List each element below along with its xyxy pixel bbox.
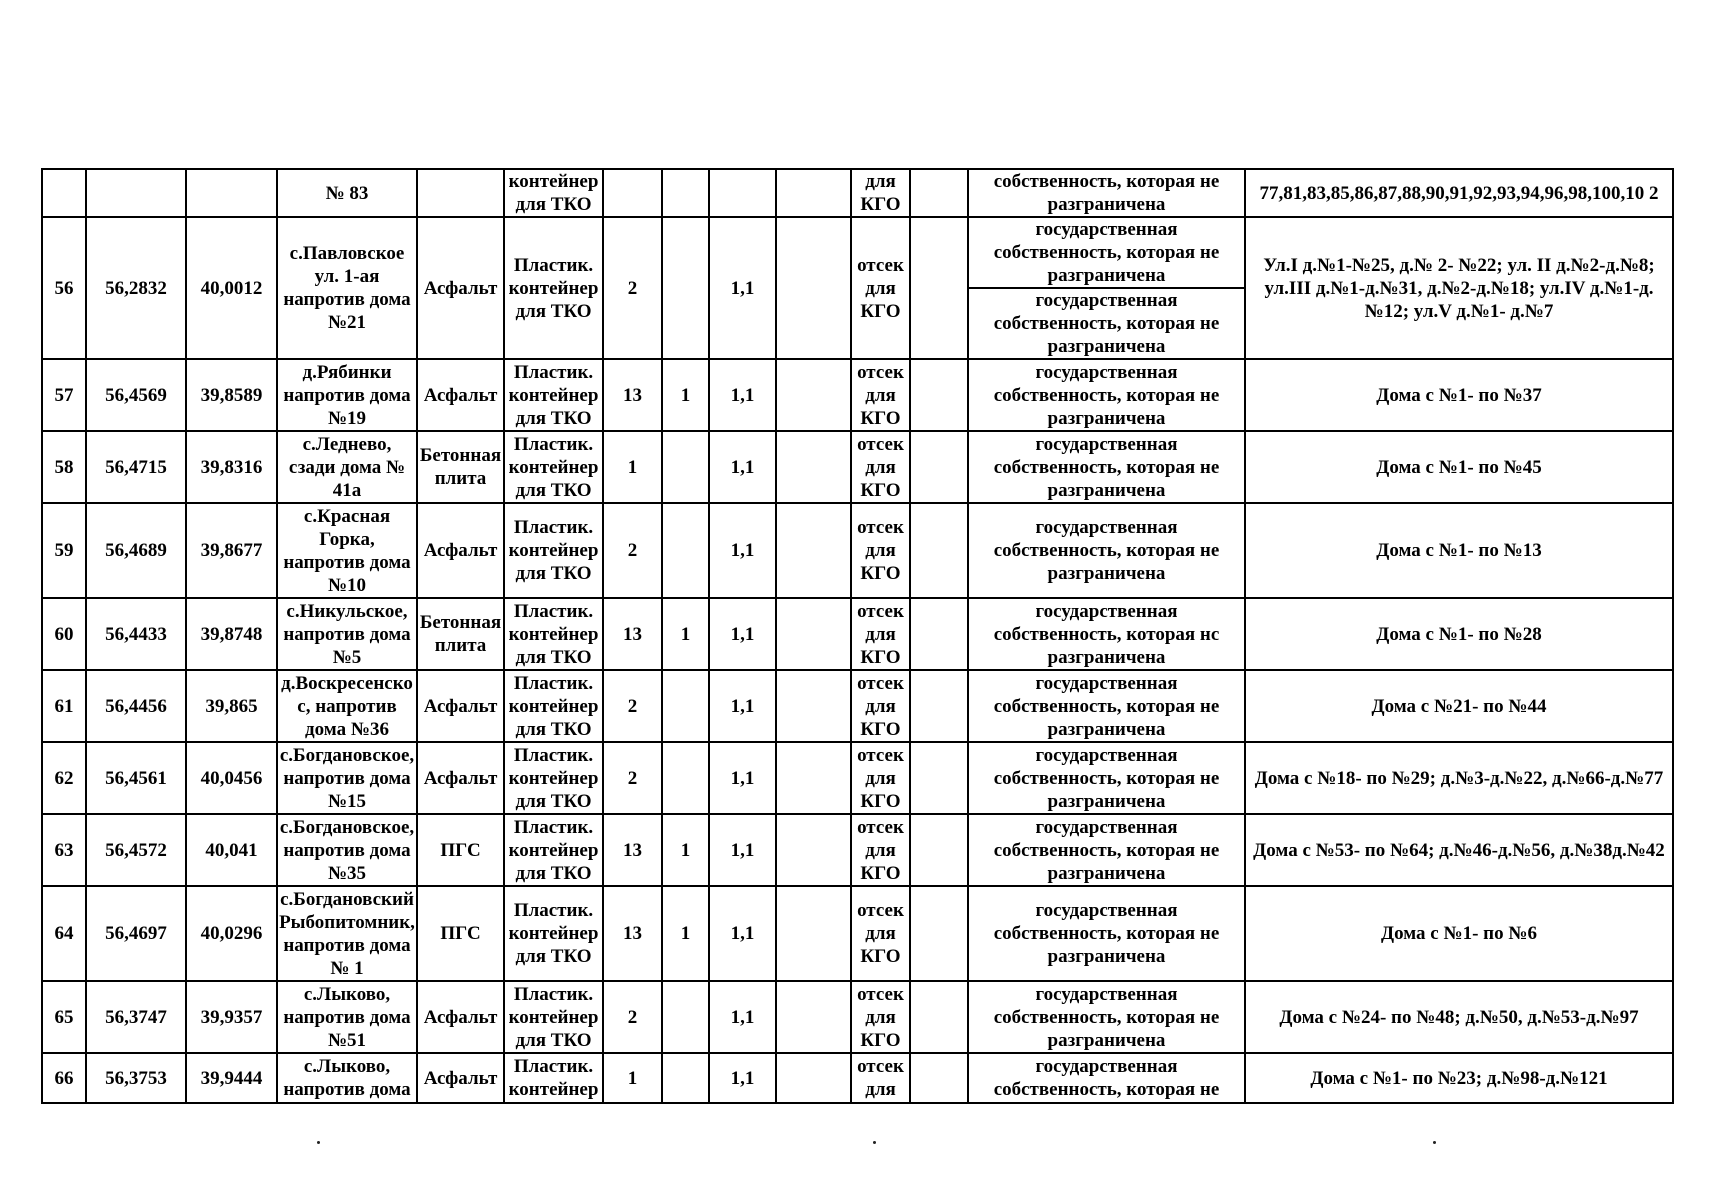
table-row [42,1053,1673,1103]
surface: Асфальт [417,359,504,431]
longitude: 39,9444 [186,1053,277,1103]
volume: 1,1 [709,431,776,503]
surface: ПГС [417,886,504,981]
surface: Асфальт [417,1053,504,1103]
empty-cell [776,670,851,742]
longitude: 40,0296 [186,886,277,981]
latitude: 56,4569 [86,359,186,431]
volume: 1,1 [709,359,776,431]
container-type: Пластик. контейнер [504,1053,603,1103]
container-type: контейнер для ТКО [504,169,603,217]
container-type: Пластик. контейнер для ТКО [504,217,603,359]
table-row [42,359,1673,431]
served-houses: Дома с №1- по №28 [1245,598,1673,670]
table-row [42,742,1673,814]
longitude: 39,8316 [186,431,277,503]
surface: Асфальт [417,981,504,1053]
empty-cell [910,431,968,503]
served-houses: Дома с №24- по №48; д.№50, д.№53-д.№97 [1245,981,1673,1053]
kgo-count: 1 [662,814,709,886]
container-count: 13 [603,886,662,981]
container-count: 2 [603,670,662,742]
kgo-count [662,1053,709,1103]
row-number: 57 [42,359,86,431]
container-count: 1 [603,431,662,503]
latitude: 56,4715 [86,431,186,503]
surface: Асфальт [417,670,504,742]
ownership: собственность, которая не разграничена [968,169,1245,217]
empty-cell [776,981,851,1053]
kgo-bay: для КГО [851,169,910,217]
container-count: 13 [603,598,662,670]
served-houses: Дома с №1- по №37 [1245,359,1673,431]
container-type: Пластик. контейнер для ТКО [504,981,603,1053]
location: д.Рябинки напротив дома №19 [277,359,417,431]
table-row [42,503,1673,598]
longitude: 40,041 [186,814,277,886]
volume: 1,1 [709,886,776,981]
surface: Бетонная плита [417,598,504,670]
container-type: Пластик. контейнер для ТКО [504,814,603,886]
table-row [42,886,1673,981]
served-houses: Дома с №21- по №44 [1245,670,1673,742]
ownership: государственная собственность, которая не разграничена [968,886,1245,981]
register-table [41,168,1674,1104]
kgo-bay: отсек для КГО [851,886,910,981]
ownership: государственная собственность, которая не разграничена [968,288,1245,359]
container-count: 2 [603,217,662,359]
kgo-bay: отсек для КГО [851,431,910,503]
empty-cell [776,217,851,359]
kgo-bay: отсек для КГО [851,981,910,1053]
container-count: 2 [603,981,662,1053]
table-row [42,814,1673,886]
container-type: Пластик. контейнер для ТКО [504,886,603,981]
container-count: 13 [603,814,662,886]
row-number: 62 [42,742,86,814]
kgo-count [662,742,709,814]
served-houses: Дома с №53- по №64; д.№46-д.№56, д.№38д.№42 [1245,814,1673,886]
volume: 1,1 [709,742,776,814]
container-type: Пластик. контейнер для ТКО [504,670,603,742]
volume: 1,1 [709,503,776,598]
served-houses: Дома с №1- по №13 [1245,503,1673,598]
location: с.Богдановское, напротив дома №35 [277,814,417,886]
kgo-count [662,981,709,1053]
empty-cell [776,359,851,431]
container-count: 2 [603,503,662,598]
container-type: Пластик. контейнер для ТКО [504,742,603,814]
location: с.Лыково, напротив дома [277,1053,417,1103]
latitude: 56,3753 [86,1053,186,1103]
empty-cell [910,1053,968,1103]
kgo-bay: отсек для КГО [851,217,910,359]
volume: 1,1 [709,670,776,742]
table-row [42,981,1673,1053]
latitude: 56,4561 [86,742,186,814]
kgo-bay: отсек для [851,1053,910,1103]
latitude: 56,2832 [86,217,186,359]
empty-cell [776,886,851,981]
kgo-count [662,670,709,742]
ownership: государственная собственность, которая не разграничена [968,742,1245,814]
ownership: государственная собственность, которая не разграничена [968,217,1245,288]
kgo-bay: отсек для КГО [851,814,910,886]
surface: Бетонная плита [417,431,504,503]
served-houses: Дома с №1- по №6 [1245,886,1673,981]
longitude: 39,9357 [186,981,277,1053]
table-row [42,670,1673,742]
empty-cell [910,814,968,886]
container-type: Пластик. контейнер для ТКО [504,503,603,598]
row-number: 59 [42,503,86,598]
empty-cell [910,503,968,598]
container-count: 2 [603,742,662,814]
ownership: государственная собственность, которая не разграничена [968,431,1245,503]
ownership: государственная собственность, которая нс разграничена [968,598,1245,670]
latitude: 56,4572 [86,814,186,886]
volume: 1,1 [709,598,776,670]
container-count [603,169,662,217]
container-type: Пластик. контейнер для ТКО [504,359,603,431]
ownership: государственная собственность, которая не разграничена [968,503,1245,598]
empty-cell [910,742,968,814]
longitude [186,169,277,217]
empty-cell [910,359,968,431]
margin-dot [1433,1141,1436,1144]
row-number: 56 [42,217,86,359]
empty-cell [776,742,851,814]
row-number: 66 [42,1053,86,1103]
volume [709,169,776,217]
location: с.Леднево, сзади дома № 41а [277,431,417,503]
location: № 83 [277,169,417,217]
location: с.Лыково, напротив дома №51 [277,981,417,1053]
surface: Асфальт [417,742,504,814]
kgo-count: 1 [662,359,709,431]
row-number: 61 [42,670,86,742]
longitude: 40,0456 [186,742,277,814]
ownership: государственная собственность, которая не разграничена [968,981,1245,1053]
surface: Асфальт [417,217,504,359]
kgo-count [662,169,709,217]
kgo-count [662,431,709,503]
ownership: государственная собственность, которая не разграничена [968,670,1245,742]
served-houses: Дома с №1- по №45 [1245,431,1673,503]
latitude [86,169,186,217]
location: с.Богдановский Рыбопитомник, напротив дома № 1 [277,886,417,981]
table-row [42,217,1673,288]
latitude: 56,4689 [86,503,186,598]
latitude: 56,4433 [86,598,186,670]
empty-cell [776,1053,851,1103]
row-number: 63 [42,814,86,886]
latitude: 56,3747 [86,981,186,1053]
surface: Асфальт [417,503,504,598]
empty-cell [776,503,851,598]
longitude: 39,8589 [186,359,277,431]
container-type: Пластик. контейнер для ТКО [504,431,603,503]
location: д.Воскресенско с, напротив дома №36 [277,670,417,742]
kgo-bay: отсек для КГО [851,503,910,598]
served-houses: Ул.I д.№1-№25, д.№ 2- №22; ул. II д.№2-д.№8; ул.III д.№1-д.№31, д.№2-д.№18; ул.IV д.№1-д.№12; ул.V д.№1- д.№7 [1245,217,1673,359]
location: с.Красная Горка, напротив дома №10 [277,503,417,598]
kgo-count [662,217,709,359]
volume: 1,1 [709,1053,776,1103]
surface [417,169,504,217]
kgo-bay: отсек для КГО [851,670,910,742]
kgo-bay: отсек для КГО [851,598,910,670]
row-number [42,169,86,217]
ownership: государственная собственность, которая не [968,1053,1245,1103]
location: с.Никульское, напротив дома №5 [277,598,417,670]
latitude: 56,4697 [86,886,186,981]
container-type: Пластик. контейнер для ТКО [504,598,603,670]
longitude: 39,8748 [186,598,277,670]
table-row [42,169,1673,217]
longitude: 40,0012 [186,217,277,359]
served-houses: Дома с №1- по №23; д.№98-д.№121 [1245,1053,1673,1103]
container-count: 1 [603,1053,662,1103]
served-houses: Дома с №18- по №29; д.№3-д.№22, д.№66-д.№77 [1245,742,1673,814]
table-row [42,431,1673,503]
margin-dot [873,1141,876,1144]
empty-cell [910,217,968,359]
kgo-bay: отсек для КГО [851,359,910,431]
longitude: 39,865 [186,670,277,742]
row-number: 58 [42,431,86,503]
empty-cell [910,598,968,670]
location: с.Павловское ул. 1-ая напротив дома №21 [277,217,417,359]
container-count: 13 [603,359,662,431]
ownership: государственная собственность, которая не разграничена [968,814,1245,886]
ownership: государственная собственность, которая не разграничена [968,359,1245,431]
empty-cell [776,169,851,217]
location: с.Богдановское, напротив дома №15 [277,742,417,814]
volume: 1,1 [709,217,776,359]
kgo-count: 1 [662,886,709,981]
empty-cell [910,169,968,217]
margin-dot [317,1141,320,1144]
waste-sites-table [41,168,1674,1104]
empty-cell [776,431,851,503]
row-number: 60 [42,598,86,670]
longitude: 39,8677 [186,503,277,598]
kgo-count: 1 [662,598,709,670]
empty-cell [910,886,968,981]
surface: ПГС [417,814,504,886]
volume: 1,1 [709,981,776,1053]
kgo-bay: отсек для КГО [851,742,910,814]
row-number: 64 [42,886,86,981]
empty-cell [910,670,968,742]
empty-cell [776,814,851,886]
served-houses: 77,81,83,85,86,87,88,90,91,92,93,94,96,98,100,10 2 [1245,169,1673,217]
latitude: 56,4456 [86,670,186,742]
volume: 1,1 [709,814,776,886]
empty-cell [910,981,968,1053]
row-number: 65 [42,981,86,1053]
table-row [42,598,1673,670]
empty-cell [776,598,851,670]
kgo-count [662,503,709,598]
